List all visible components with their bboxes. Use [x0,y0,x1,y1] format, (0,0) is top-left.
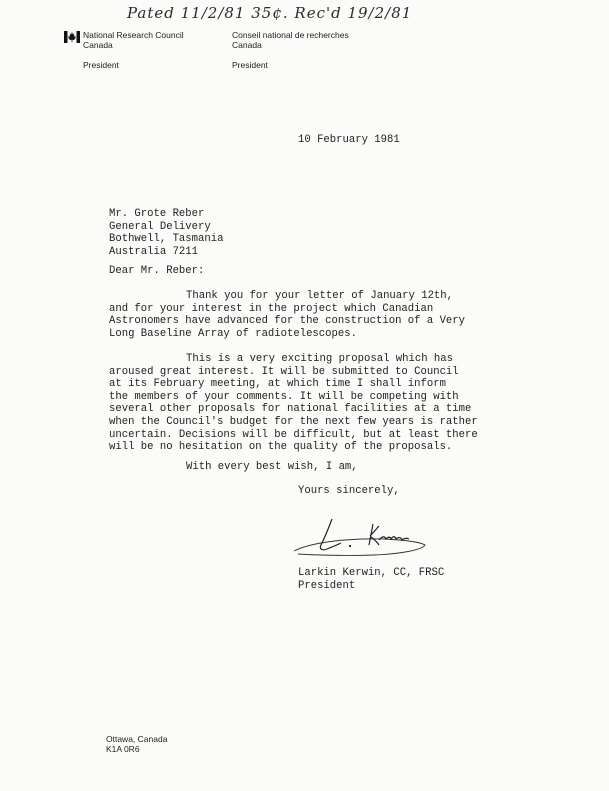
recipient-address [109,208,223,258]
footer-address-line: Ottawa, Canada [106,734,168,744]
paragraph-line: when the Council's budget for the next few years is rather [109,415,478,428]
letterhead-english-line: Canada [83,39,113,50]
letterhead-french-line: Conseil national de recherches [232,30,349,40]
paragraph-line: several other proposals for national facilities at a time [109,403,472,416]
signatory-name: Larkin Kerwin, CC, FRSC [298,567,445,579]
recipient-line: Bothwell, Tasmania [109,233,224,246]
paragraph-line: the members of your comments. It will be competing with [109,390,459,403]
footer-address-line: K1A 0R6 [106,743,140,754]
letterhead-title-fr: President [232,60,268,70]
letterhead-english-line: National Research Council [83,30,184,40]
signature [288,510,438,560]
recipient-line: Australia 7211 [109,245,199,258]
salutation: Dear Mr. Reber: [109,265,205,277]
footer-address [106,735,167,754]
paragraph-line: aroused great interest. It will be submitted to Council [109,365,459,378]
paragraph-1 [109,290,465,340]
letterhead-english [83,31,184,50]
letterhead-french [232,31,349,50]
letterhead-french-line: Canada [232,39,262,50]
paragraph-line: will be no hesitation on the quality of the proposals. [109,441,453,454]
paragraph-2 [109,353,478,454]
paragraph-line: uncertain. Decisions will be difficult, but at least there [109,428,478,441]
paragraph-line: at its February meeting, at which time I shall inform [109,378,446,391]
paragraph-line: and for your interest in the project which Canadian [109,302,434,315]
canada-maple-leaf-flag-icon [64,31,80,43]
paragraph-line: This is a very exciting proposal which has [186,353,454,365]
handwritten-annotation: Pated 11/2/81 35¢. Rec'd 19/2/81 [127,4,413,22]
paragraph-line: Long Baseline Array of radiotelescopes. [109,327,357,340]
signatory [298,567,444,592]
letterhead-title-en: President [83,60,119,70]
letter-date: 10 February 1981 [298,134,400,146]
signatory-title: President [298,579,356,592]
recipient-line: Mr. Grote Reber [109,208,205,220]
paragraph-line: Astronomers have advanced for the construction of a Very [109,315,466,328]
closing: Yours sincerely, [298,485,400,497]
paragraph-line: Thank you for your letter of January 12th, [186,290,454,302]
paragraph-3: With every best wish, I am, [186,461,358,473]
recipient-line: General Delivery [109,220,211,233]
